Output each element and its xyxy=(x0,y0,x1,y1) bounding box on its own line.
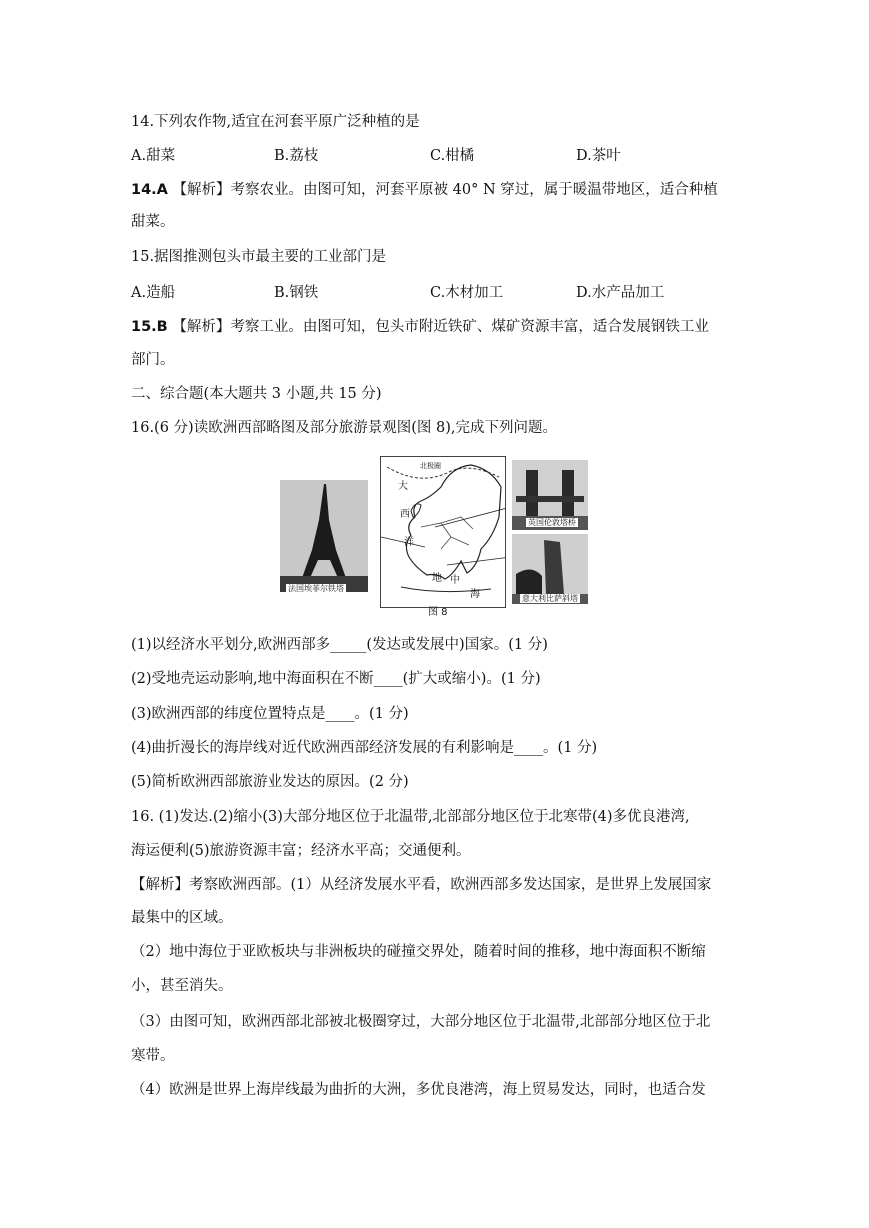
map-label-xi: 西 xyxy=(400,509,410,520)
q16-sub-1: (1)以经济水平划分,欧洲西部多_____(发达或发展中)国家。(1 分) xyxy=(131,637,548,653)
q15-analysis: 【解析】考察工业。由图可知，包头市附近铁矿、煤矿资源丰富，适合发展钢铁工业 xyxy=(167,319,709,335)
map-label-da: 大 xyxy=(398,481,408,492)
q16-stem: 16.(6 分)读欧洲西部略图及部分旅游景观图(图 8),完成下列问题。 xyxy=(131,420,557,436)
q16-analysis-5: （3）由图可知，欧洲西部北部被北极圈穿过，大部分地区位于北温带,北部部分地区位于北 xyxy=(131,1014,711,1030)
pisa-caption: 意大利比萨斜塔 xyxy=(522,594,578,603)
q14-option-a: A.甜菜 xyxy=(131,148,176,164)
q16-analysis-4: 小，甚至消失。 xyxy=(131,978,233,994)
map-label-arctic-circle: 北极圈 xyxy=(420,462,441,470)
q14-answer: 14.A xyxy=(131,182,168,198)
q14-option-d: D.茶叶 xyxy=(576,148,621,164)
q14-answer-line xyxy=(131,180,718,200)
map-label-yang: 洋 xyxy=(404,537,414,548)
q15-analysis-cont: 部门。 xyxy=(131,352,175,368)
q14-analysis-cont: 甜菜。 xyxy=(131,214,175,230)
eiffel-caption: 法国埃菲尔铁塔 xyxy=(288,584,344,593)
q16-sub-3: (3)欧洲西部的纬度位置特点是____。(1 分) xyxy=(131,706,409,722)
q15-answer-line xyxy=(131,317,709,337)
figure-caption: 图 8 xyxy=(428,607,448,618)
q16-analysis-6: 寒带。 xyxy=(131,1048,175,1064)
map-label-hai: 海 xyxy=(470,589,480,600)
q16-sub-5: (5)简析欧洲西部旅游业发达的原因。(2 分) xyxy=(131,774,409,790)
q14-stem: 14.下列农作物,适宜在河套平原广泛种植的是 xyxy=(131,114,420,130)
q16-sub-4: (4)曲折漫长的海岸线对近代欧洲西部经济发展的有利影响是____。(1 分) xyxy=(131,740,598,756)
map-label-zhong: 中 xyxy=(450,575,460,586)
q16-answer-line-1: 16. (1)发达.(2)缩小(3)大部分地区位于北温带,北部部分地区位于北寒带(4)多优良港湾, xyxy=(131,809,690,825)
q14-option-c: C.柑橘 xyxy=(430,148,475,164)
q15-option-a: A.造船 xyxy=(131,285,176,301)
map-label-di: 地 xyxy=(432,573,442,584)
eiffel-tower-photo xyxy=(280,480,368,592)
q15-answer: 15.B xyxy=(131,319,168,335)
europe-map xyxy=(380,456,506,608)
figure-8 xyxy=(280,452,590,624)
q16-analysis-2: 最集中的区域。 xyxy=(131,910,233,926)
q14-option-b: B.荔枝 xyxy=(274,148,319,164)
q16-answer-line-2: 海运便利(5)旅游资源丰富；经济水平高；交通便利。 xyxy=(131,843,471,859)
q15-option-c: C.木材加工 xyxy=(430,285,504,301)
q16-analysis-7: （4）欧洲是世界上海岸线最为曲折的大洲，多优良港湾，海上贸易发达，同时，也适合发 xyxy=(131,1082,706,1098)
q15-option-b: B.钢铁 xyxy=(274,285,319,301)
q15-stem: 15.据图推测包头市最主要的工业部门是 xyxy=(131,249,387,265)
q16-analysis-3: （2）地中海位于亚欧板块与非洲板块的碰撞交界处，随着时间的推移，地中海面积不断缩 xyxy=(131,944,706,960)
q16-sub-2: (2)受地壳运动影响,地中海面积在不断____(扩大或缩小)。(1 分) xyxy=(131,671,541,687)
tower-bridge-caption: 英国伦敦塔桥 xyxy=(528,518,576,527)
q15-option-d: D.水产品加工 xyxy=(576,285,665,301)
q14-analysis: 【解析】考察农业。由图可知，河套平原被 40° N 穿过，属于暖温带地区，适合种植 xyxy=(167,182,718,198)
section-heading: 二、综合题(本大题共 3 小题,共 15 分) xyxy=(131,386,382,402)
q16-analysis-1: 【解析】考察欧洲西部。(1）从经济发展水平看，欧洲西部多发达国家，是世界上发展国家 xyxy=(131,877,712,893)
